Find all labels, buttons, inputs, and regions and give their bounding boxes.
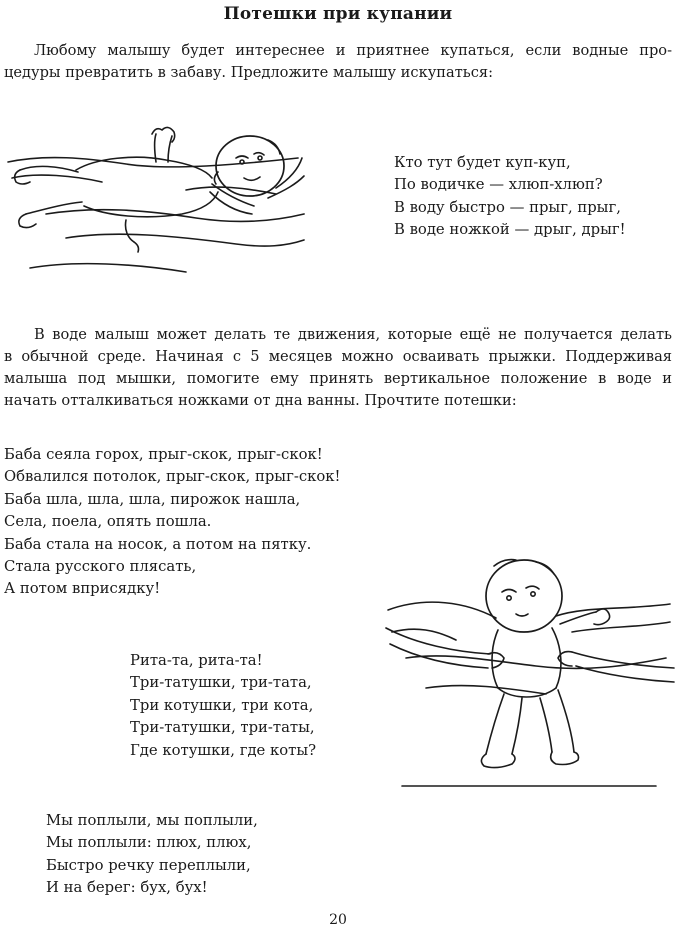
verse-line: Стала русского плясать, (4, 558, 197, 576)
verse-line: А потом вприсядку! (4, 580, 161, 598)
verse-line: Три-татушки, три-таты, (130, 719, 315, 737)
verse-line: Три котушки, три кота, (130, 696, 314, 714)
intro-paragraph (4, 40, 672, 84)
page-title: Потешки при купании (223, 4, 453, 24)
verse-line: Рита-та, рита-та! (130, 652, 263, 669)
baby-floating-illustration (6, 118, 306, 288)
paragraph-jumps (4, 324, 672, 412)
verse-line: Обвалился потолок, прыг-скок, прыг-скок! (4, 468, 341, 486)
intro-line: цедуры превратить в забаву. Предложите малышу искупаться: (4, 64, 494, 81)
verse-line: Три-татушки, три-тата, (130, 674, 312, 692)
rhyme-kup-kup (394, 152, 626, 242)
verse-line: В воде ножкой — дрыг, дрыг! (394, 221, 626, 239)
verse-line: Мы поплыли, мы поплыли, (46, 812, 258, 829)
rhyme-my-poplyli (46, 810, 258, 900)
verse-line: Баба шла, шла, шла, пирожок нашла, (4, 490, 301, 508)
baby-upright-illustration (386, 548, 674, 792)
verse-line: Баба стала на носок, а потом на пятку. (4, 535, 312, 553)
paragraph-line: малыша под мышки, помогите ему принять вертикальное положение в воде и (4, 370, 672, 387)
verse-line: Мы поплыли: плюх, плюх, (46, 834, 252, 852)
verse-line: Кто тут будет куп-куп, (394, 154, 571, 171)
verse-line: Села, поела, опять пошла. (4, 513, 212, 531)
paragraph-line: В воде малыш может делать те движения, которые ещё не получается делать (34, 326, 672, 343)
verse-line: И на берег: бух, бух! (46, 879, 208, 897)
intro-line: Любому малышу будет интереснее и приятнее купаться, если водные про- (34, 42, 672, 59)
verse-line: Быстро речку переплыли, (46, 856, 251, 874)
verse-line: По водичке — хлюп-хлюп? (394, 176, 603, 194)
rhyme-rita-ta (130, 650, 316, 762)
paragraph-line: начать отталкиваться ножками от дна ванны. Прочтите потешки: (4, 392, 517, 409)
page-number: 20 (329, 912, 347, 928)
rhyme-baba-goroh (4, 444, 340, 601)
verse-line: В воду быстро — прыг, прыг, (394, 198, 621, 216)
verse-line: Где котушки, где коты? (130, 741, 317, 759)
paragraph-line: в обычной среде. Начиная с 5 месяцев можно осваивать прыжки. Поддерживая (4, 348, 672, 365)
verse-line: Баба сеяла горох, прыг-скок, прыг-скок! (4, 446, 323, 463)
